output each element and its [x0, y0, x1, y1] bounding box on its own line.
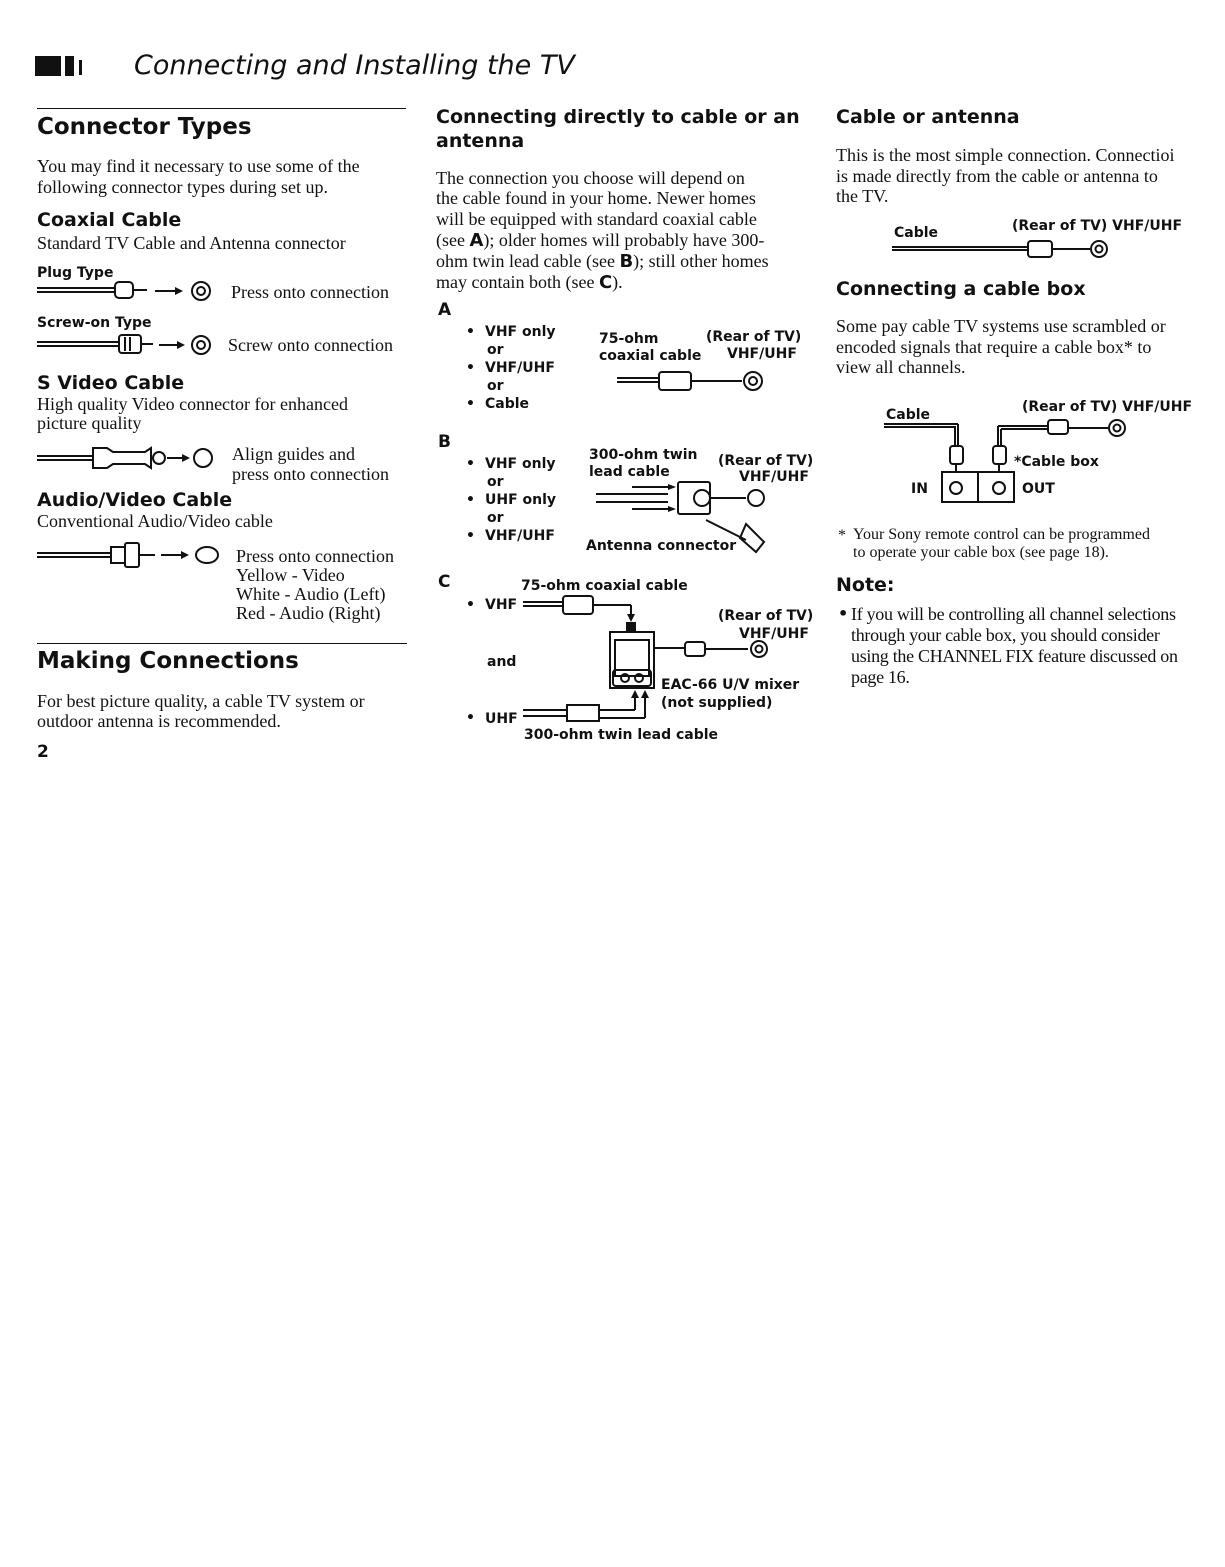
- ca-connector-icon: [892, 237, 1112, 261]
- cable-box-title: Connecting a cable box: [836, 278, 1086, 300]
- bullet: •: [466, 360, 475, 376]
- footnote-star: *: [838, 527, 846, 544]
- c-mixer-2: (not supplied): [661, 695, 773, 711]
- cb-cable-label: Cable: [886, 407, 931, 423]
- bullet: •: [466, 528, 475, 544]
- connector-types-title: Connector Types: [37, 114, 252, 140]
- c-mixer-diagram: [523, 592, 783, 722]
- note-text-3: using the CHANNEL FIX feature discussed on: [851, 646, 1178, 666]
- a-item-4: or: [487, 378, 504, 394]
- direct-title-2: antenna: [436, 130, 525, 152]
- note-text-1: If you will be controlling all channel selections: [851, 604, 1176, 624]
- c-rear-1: (Rear of TV): [718, 608, 814, 624]
- svideo-title: S Video Cable: [37, 372, 185, 394]
- bullet: •: [466, 324, 475, 340]
- av-text-2: Yellow - Video: [236, 565, 345, 585]
- c-and-label: and: [487, 654, 517, 670]
- note-text-2: through your cable box, you should consider: [851, 625, 1160, 645]
- cable-box-text-1: Some pay cable TV systems use scrambled or: [836, 316, 1166, 336]
- cable-antenna-text-1: This is the most simple connection. Connectioi: [836, 145, 1175, 165]
- connector-types-intro-1: You may find it necessary to use some of the: [37, 156, 360, 176]
- bullet: •: [838, 604, 849, 623]
- bullet: •: [466, 710, 475, 726]
- direct-text-4a: (see: [436, 230, 470, 250]
- page-number: 2: [37, 742, 49, 762]
- plug-type-text: Press onto connection: [231, 282, 389, 302]
- screw-type-text: Screw onto connection: [228, 335, 393, 355]
- c-coax-label: 75-ohm coaxial cable: [521, 578, 688, 594]
- av-desc: Conventional Audio/Video cable: [37, 511, 273, 531]
- diagram-c-letter: C: [438, 572, 451, 592]
- bullet: •: [466, 597, 475, 613]
- a-item-2: or: [487, 342, 504, 358]
- b-item-5: VHF/UHF: [485, 528, 555, 544]
- av-icon: [37, 541, 222, 569]
- a-rear-1: (Rear of TV): [706, 329, 802, 345]
- coaxial-desc: Standard TV Cable and Antenna connector: [37, 233, 346, 253]
- bullet: •: [466, 492, 475, 508]
- a-cable-1: 75-ohm: [599, 331, 659, 347]
- c-mixer-1: EAC-66 U/V mixer: [661, 677, 800, 693]
- making-connections-title: Making Connections: [37, 648, 299, 674]
- b-item-3: UHF only: [485, 492, 557, 508]
- b-rear-1: (Rear of TV): [718, 453, 814, 469]
- a-cable-2: coaxial cable: [599, 348, 702, 364]
- cb-rear-label: (Rear of TV) VHF/UHF: [1022, 399, 1193, 415]
- b-cable-2: lead cable: [589, 464, 670, 480]
- svideo-text-1: Align guides and: [232, 444, 355, 464]
- direct-text-4: [436, 230, 764, 251]
- plug-type-label: Plug Type: [37, 265, 114, 281]
- cb-in-label: IN: [911, 481, 928, 497]
- rule-mid-left: [37, 643, 407, 644]
- svideo-icon: [37, 444, 222, 472]
- coaxial-title: Coaxial Cable: [37, 209, 182, 231]
- cb-box-label: *Cable box: [1014, 454, 1099, 470]
- cable-antenna-text-3: the TV.: [836, 186, 889, 206]
- c-rear-2: VHF/UHF: [739, 626, 809, 642]
- c-twin-label: 300-ohm twin lead cable: [524, 727, 719, 743]
- bullet: •: [466, 396, 475, 412]
- note-title: Note:: [836, 574, 895, 596]
- footnote-1: Your Sony remote control can be programmed: [853, 526, 1150, 543]
- direct-text-6: [436, 272, 623, 293]
- note-text-4: page 16.: [851, 667, 910, 687]
- cable-box-text-2: encoded signals that require a cable box* to: [836, 337, 1152, 357]
- b-item-4: or: [487, 510, 504, 526]
- svideo-desc-2: picture quality: [37, 413, 142, 433]
- ref-b: B: [619, 251, 634, 272]
- a-item-1: VHF only: [485, 324, 556, 340]
- direct-text-5: [436, 251, 769, 272]
- b-cable-1: 300-ohm twin: [589, 447, 698, 463]
- av-text-1: Press onto connection: [236, 546, 394, 566]
- av-title: Audio/Video Cable: [37, 489, 233, 511]
- cable-antenna-title: Cable or antenna: [836, 106, 1020, 128]
- diagram-a-letter: A: [438, 300, 452, 320]
- ca-rear-label: (Rear of TV) VHF/UHF: [1012, 218, 1183, 234]
- screw-type-label: Screw-on Type: [37, 315, 152, 331]
- direct-text-3: will be equipped with standard coaxial cable: [436, 209, 757, 229]
- svideo-desc-1: High quality Video connector for enhanced: [37, 394, 348, 414]
- cable-box-text-3: view all channels.: [836, 357, 966, 377]
- bullet: •: [466, 456, 475, 472]
- ref-c: C: [598, 272, 613, 293]
- direct-text-5a: ohm twin lead cable (see: [436, 251, 620, 271]
- making-text-1: For best picture quality, a cable TV system or: [37, 691, 365, 711]
- ref-a: A: [469, 230, 484, 251]
- direct-text-2: the cable found in your home. Newer homes: [436, 188, 756, 208]
- b-item-1: VHF only: [485, 456, 556, 472]
- c-uhf-label: UHF: [485, 711, 518, 727]
- making-text-2: outdoor antenna is recommended.: [37, 711, 281, 731]
- cb-out-label: OUT: [1022, 481, 1055, 497]
- a-item-5: Cable: [485, 396, 530, 412]
- footnote-2: to operate your cable box (see page 18).: [853, 544, 1109, 561]
- direct-text-6c: ).: [612, 272, 623, 292]
- direct-text-1: The connection you choose will depend on: [436, 168, 745, 188]
- direct-text-4c: ); older homes will probably have 300-: [483, 230, 765, 250]
- b-item-2: or: [487, 474, 504, 490]
- av-text-4: Red - Audio (Right): [236, 603, 381, 623]
- a-item-3: VHF/UHF: [485, 360, 555, 376]
- direct-text-6a: may contain both (see: [436, 272, 599, 292]
- header-marker: [35, 56, 83, 76]
- b-rear-2: VHF/UHF: [739, 469, 809, 485]
- svideo-text-2: press onto connection: [232, 464, 389, 484]
- direct-text-5c: ); still other homes: [633, 251, 769, 271]
- diagram-b-letter: B: [438, 432, 451, 452]
- cable-box-diagram: [884, 418, 1134, 508]
- cable-antenna-text-2: is made directly from the cable or antenna to: [836, 166, 1158, 186]
- page-title: Connecting and Installing the TV: [134, 50, 575, 81]
- rule-top-left: [37, 108, 406, 109]
- connector-types-intro-2: following connector types during set up.: [37, 177, 328, 197]
- direct-title-1: Connecting directly to cable or an: [436, 106, 800, 128]
- screw-type-icon: [37, 332, 222, 358]
- plug-type-icon: [37, 278, 222, 304]
- b-antenna-label: Antenna connector: [586, 538, 737, 554]
- av-text-3: White - Audio (Left): [236, 584, 386, 604]
- a-rear-2: VHF/UHF: [727, 346, 797, 362]
- ca-cable-label: Cable: [894, 225, 939, 241]
- c-vhf-label: VHF: [485, 597, 518, 613]
- a-coax-connector-icon: [617, 368, 767, 396]
